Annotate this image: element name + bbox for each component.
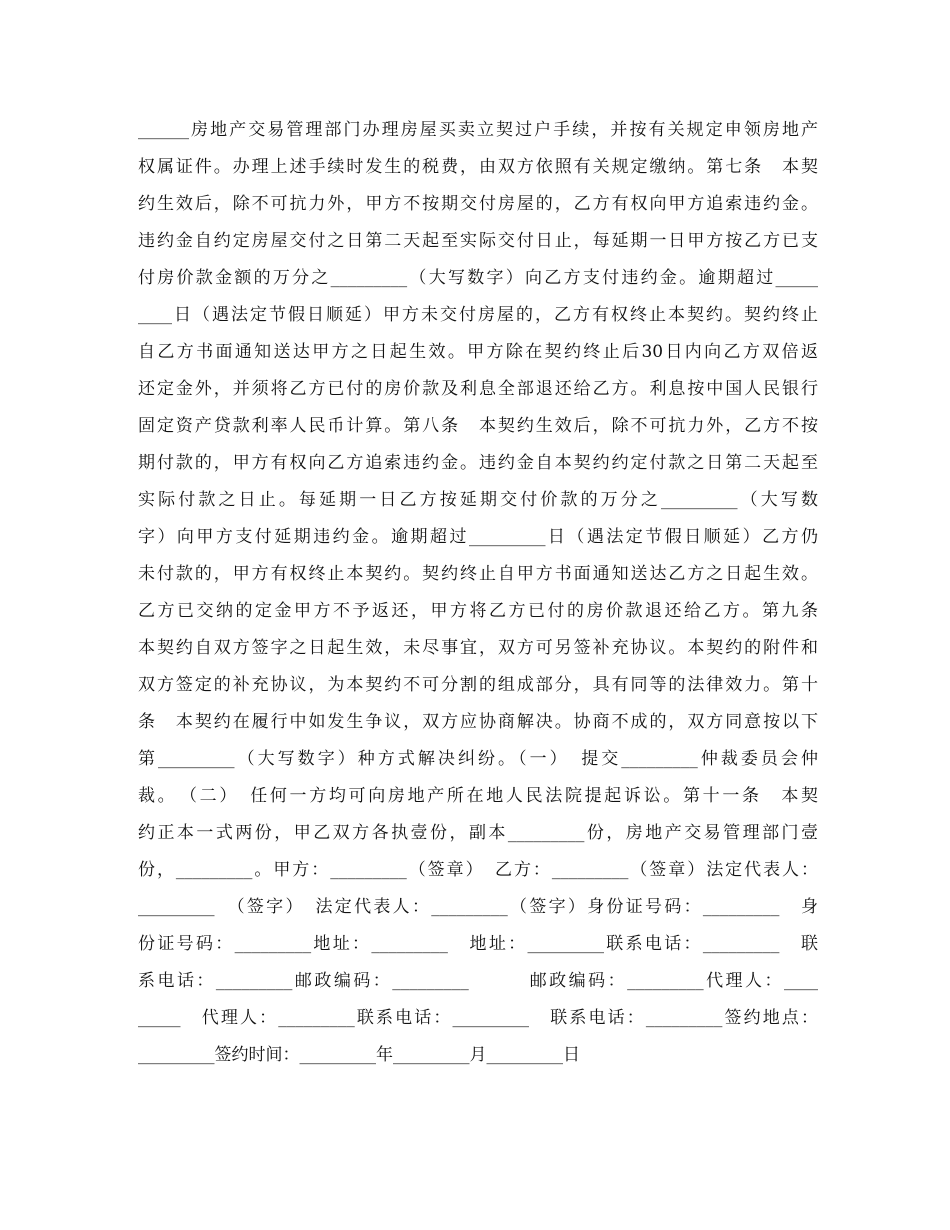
text-line: _____ 代理人：_________联系电话：_________ 联系电话：_________签约地点： (138, 1008, 818, 1028)
text-line: 权属证件。办理上述手续时发生的税费，由双方依照有关规定缴纳。第七条 本契 (138, 157, 818, 177)
text-line: 条 本契约在履行中如发生争议，双方应协商解决。协商不成的，双方同意按以下 (138, 712, 818, 732)
text-line: 本契约自双方签字之日起生效，未尽事宜，双方可另签补充协议。本契约的附件和 (138, 638, 818, 658)
text-line: _________签约时间：_________年_________月_________日 (138, 1045, 580, 1065)
text-line: 第_________（大写数字）种方式解决纠纷。（一） 提交_________仲裁委员会仲 (138, 749, 818, 769)
text-line: 双方签定的补充协议，为本契约不可分割的组成部分，具有同等的法律效力。第十 (138, 675, 818, 695)
text-line: 期付款的，甲方有权向乙方追索违约金。违约金自本契约约定付款之日第二天起至 (138, 453, 818, 473)
text-line: 固定资产贷款利率人民币计算。第八条 本契约生效后，除不可抗力外，乙方不按 (138, 416, 818, 436)
text-line: ______房地产交易管理部门办理房屋买卖立契过户手续，并按有关规定申领房地产 (138, 120, 818, 140)
contract-body-text (138, 112, 818, 1074)
text-line: 自乙方书面通知送达甲方之日起生效。甲方除在契约终止后30日内向乙方双倍返 (138, 342, 818, 362)
text-line: 实际付款之日止。每延期一日乙方按延期交付价款的万分之_________（大写数 (138, 490, 818, 510)
text-line: 违约金自约定房屋交付之日第二天起至实际交付日止，每延期一日甲方按乙方已支 (138, 231, 818, 251)
text-line: 份证号码：_________地址：_________ 地址：_________联系电话：_________ 联 (138, 934, 818, 954)
text-line: 乙方已交纳的定金甲方不予返还，甲方将乙方已付的房价款退还给乙方。第九条 (138, 601, 818, 621)
text-line: 约正本一式两份，甲乙双方各执壹份，副本_________份，房地产交易管理部门壹 (138, 823, 818, 843)
text-line: _________ （签字） 法定代表人：_________（签字）身份证号码：_________ 身 (138, 897, 818, 917)
text-line: ____日（遇法定节假日顺延）甲方未交付房屋的，乙方有权终止本契约。契约终止 (138, 305, 818, 325)
text-line: 份，_________。甲方：_________（签章） 乙方：_________（签章）法定代表人： (138, 860, 818, 880)
text-line: 未付款的，甲方有权终止本契约。契约终止自甲方书面通知送达乙方之日起生效。 (138, 564, 818, 584)
text-line: 裁。 （二） 任何一方均可向房地产所在地人民法院提起诉讼。第十一条 本契 (138, 786, 818, 806)
text-line: 还定金外，并须将乙方已付的房价款及利息全部退还给乙方。利息按中国人民银行 (138, 379, 818, 399)
text-line: 系电话：_________邮政编码：_________ 邮政编码：_________代理人：____ (138, 971, 818, 991)
text-line: 约生效后，除不可抗力外，甲方不按期交付房屋的，乙方有权向甲方追索违约金。 (138, 194, 818, 214)
text-line: 字）向甲方支付延期违约金。逾期超过_________日（遇法定节假日顺延）乙方仍 (138, 527, 818, 547)
text-line: 付房价款金额的万分之_________（大写数字）向乙方支付违约金。逾期超过_____ (138, 268, 818, 288)
